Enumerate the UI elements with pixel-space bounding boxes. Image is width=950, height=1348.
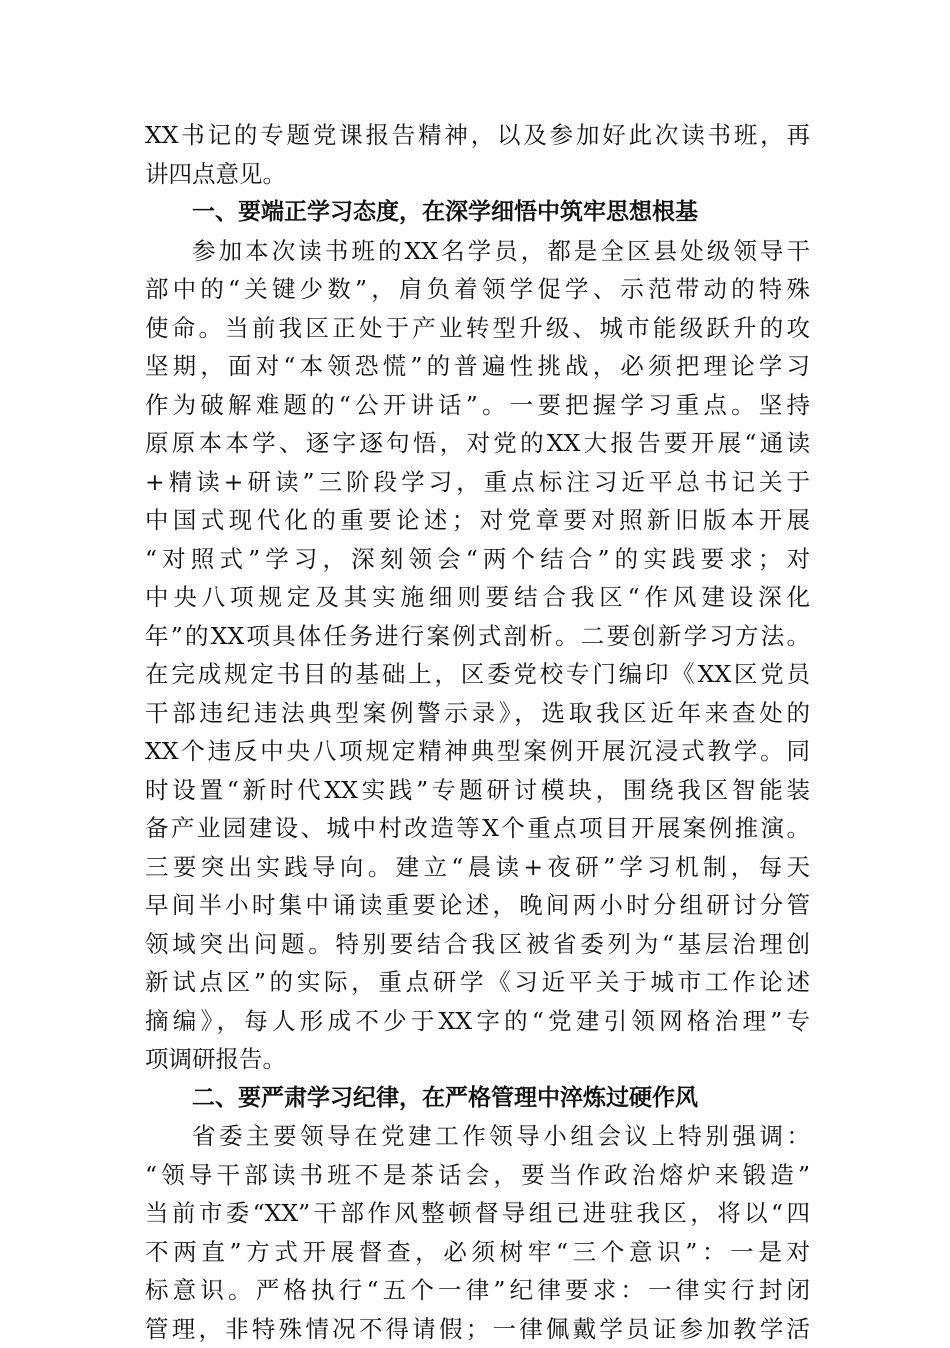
text-line: 使命。当前我区正处于产业转型升级、城市能级跃升的攻 [145,309,810,348]
text-line: 中国式现代化的重要论述；对党章要对照新旧版本开展 [145,501,810,540]
text-line: 三要突出实践导向。建立“晨读+夜研”学习机制，每天 [145,848,810,887]
text-line: 新试点区”的实际，重点研学《习近平关于城市工作论述 [145,963,810,1002]
text-line: XX书记的专题党课报告精神，以及参加好此次读书班，再 [145,116,810,155]
text-line: 原原本本学、逐字逐句悟，对党的XX大报告要开展“通读 [145,424,810,463]
text-line: 参加本次读书班的XX名学员，都是全区县处级领导干 [145,232,810,271]
text-line: 在完成规定书目的基础上，区委党校专门编印《XX区党员 [145,655,810,694]
text-line: 管理，非特殊情况不得请假；一律佩戴学员证参加教学活 [145,1310,810,1348]
text-line: 省委主要领导在党建工作领导小组会议上特别强调： [145,1117,810,1156]
text-line: 干部违纪违法典型案例警示录》，选取我区近年来查处的 [145,694,810,733]
text-line: 摘编》，每人形成不少于XX字的“党建引领网格治理”专 [145,1002,810,1041]
text-line: “对照式”学习，深刻领会“两个结合”的实践要求；对 [145,540,810,579]
text-line: 早间半小时集中诵读重要论述，晚间两小时分组研讨分管 [145,886,810,925]
text-line: 不两直”方式开展督查，必须树牢“三个意识”：一是对 [145,1233,810,1272]
text-line: 作为破解难题的“公开讲话”。一要把握学习重点。坚持 [145,386,810,425]
document-page [145,116,810,1348]
text-line: 年”的XX项具体任务进行案例式剖析。二要创新学习方法。 [145,617,810,656]
text-line: 项调研报告。 [145,1040,810,1079]
text-line: 领域突出问题。特别要结合我区被省委列为“基层治理创 [145,925,810,964]
text-line: “领导干部读书班不是茶话会，要当作政治熔炉来锻造” [145,1156,810,1195]
text-line: 坚期，面对“本领恐慌”的普遍性挑战，必须把理论学习 [145,347,810,386]
text-line: 标意识。严格执行“五个一律”纪律要求：一律实行封闭 [145,1271,810,1310]
text-line: XX个违反中央八项规定精神典型案例开展沉浸式教学。同 [145,732,810,771]
text-line: 部中的“关键少数”，肩负着领学促学、示范带动的特殊 [145,270,810,309]
text-line: 讲四点意见。 [145,155,810,194]
section-heading: 一、要端正学习态度，在深学细悟中筑牢思想根基 [145,193,810,232]
text-line: +精读+研读”三阶段学习，重点标注习近平总书记关于 [145,463,810,502]
section-heading: 二、要严肃学习纪律，在严格管理中淬炼过硬作风 [145,1079,810,1118]
text-line: 中央八项规定及其实施细则要结合我区“作风建设深化 [145,578,810,617]
text-line: 备产业园建设、城中村改造等X个重点项目开展案例推演。 [145,809,810,848]
text-line: 时设置“新时代XX实践”专题研讨模块，围绕我区智能装 [145,771,810,810]
text-line: 当前市委“XX”干部作风整顿督导组已进驻我区，将以“四 [145,1194,810,1233]
